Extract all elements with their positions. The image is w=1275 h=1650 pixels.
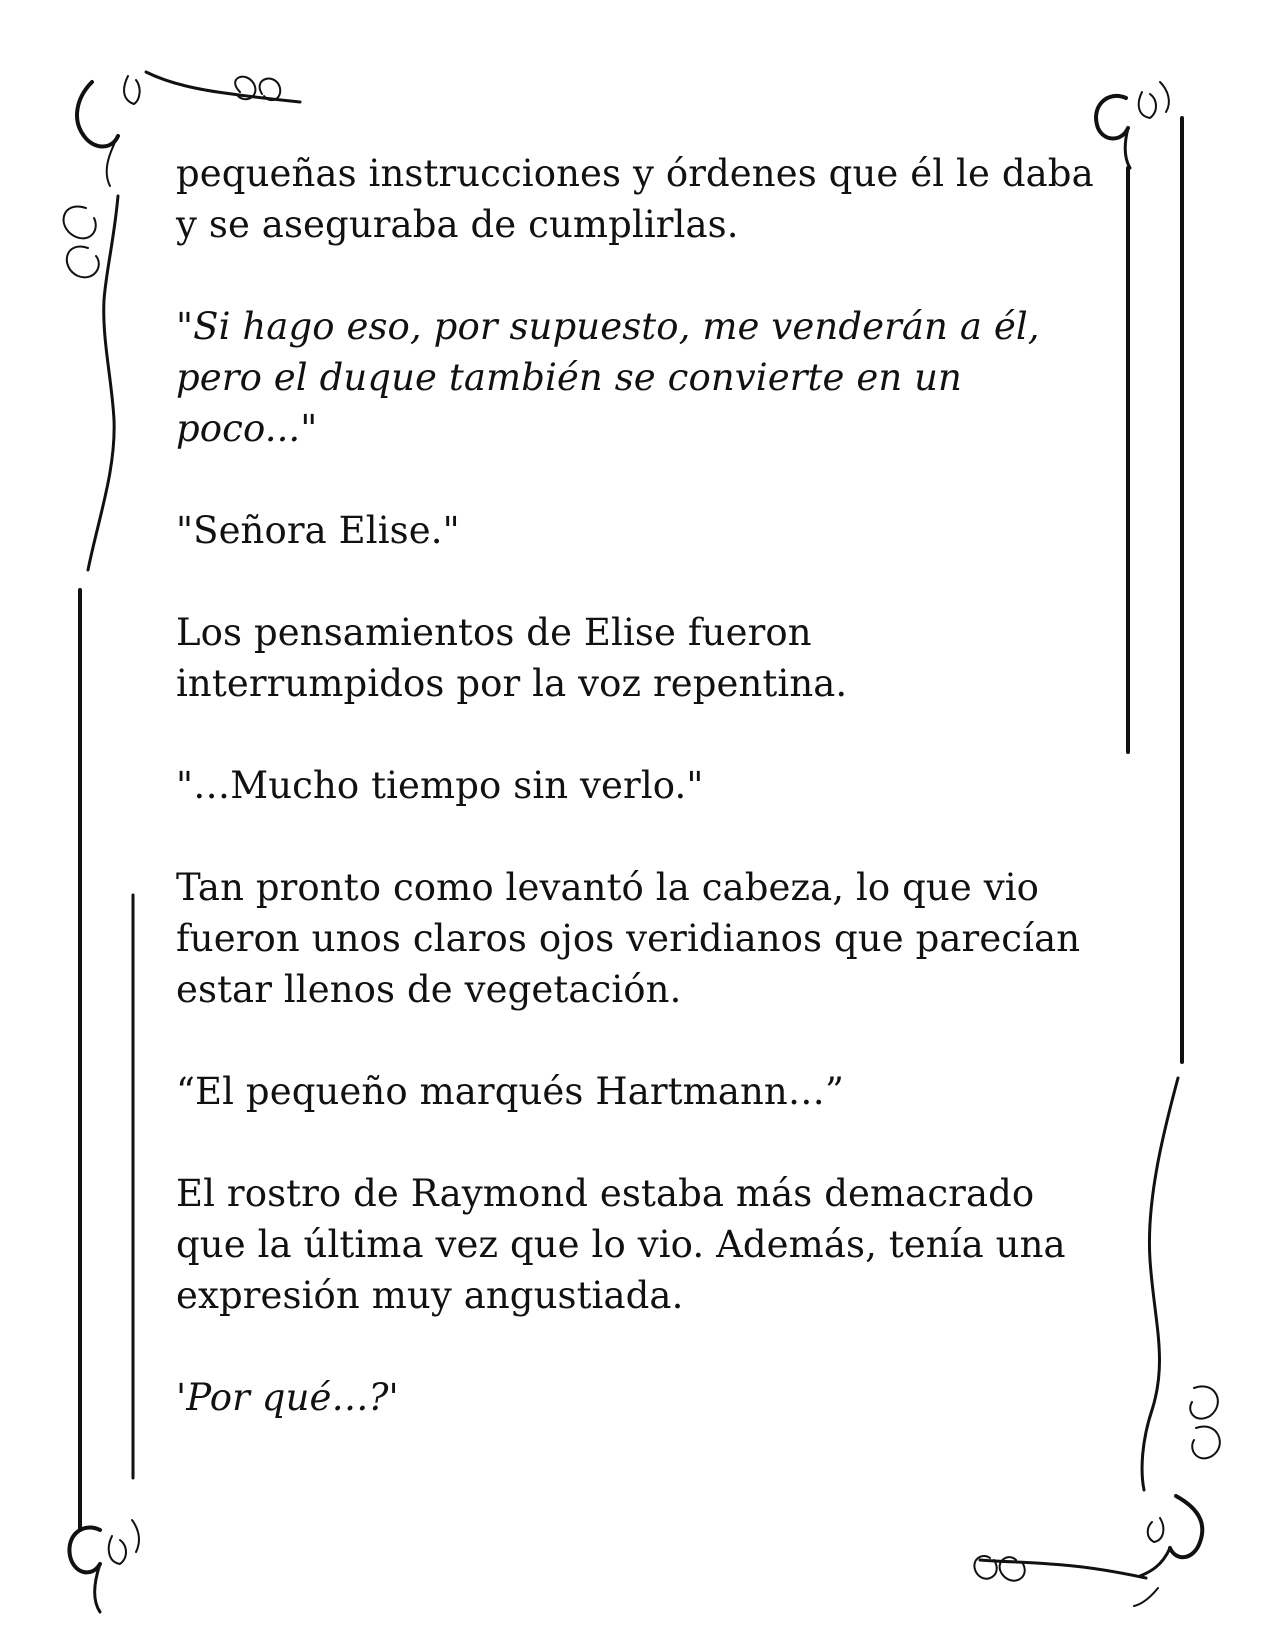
italic-paragraph: "Si hago eso, por supuesto, me venderán a él, pero el duque también se convierte en un poco..."	[176, 305, 1040, 450]
paragraph: Tan pronto como levantó la cabeza, lo que vio fueron unos claros ojos veridianos que parecían estar llenos de vegetación.	[176, 866, 1081, 1011]
paragraph: Los pensamientos de Elise fueron interrumpidos por la voz repentina.	[176, 611, 848, 705]
document-body	[176, 148, 1106, 1474]
paragraph: “El pequeño marqués Hartmann…”	[176, 1070, 844, 1113]
paragraph: pequeñas instrucciones y órdenes que él le daba y se aseguraba de cumplirlas.	[176, 152, 1094, 246]
italic-paragraph: 'Por qué…?'	[176, 1376, 399, 1419]
paragraph: "…Mucho tiempo sin verlo."	[176, 764, 704, 807]
paragraph: El rostro de Raymond estaba más demacrado que la última vez que lo vio. Además, tenía una expresión muy angustiada.	[176, 1172, 1066, 1317]
flourish-bottom-left	[69, 1520, 139, 1612]
flourish-top-right	[1096, 82, 1169, 168]
paragraph: "Señora Elise."	[176, 509, 460, 552]
